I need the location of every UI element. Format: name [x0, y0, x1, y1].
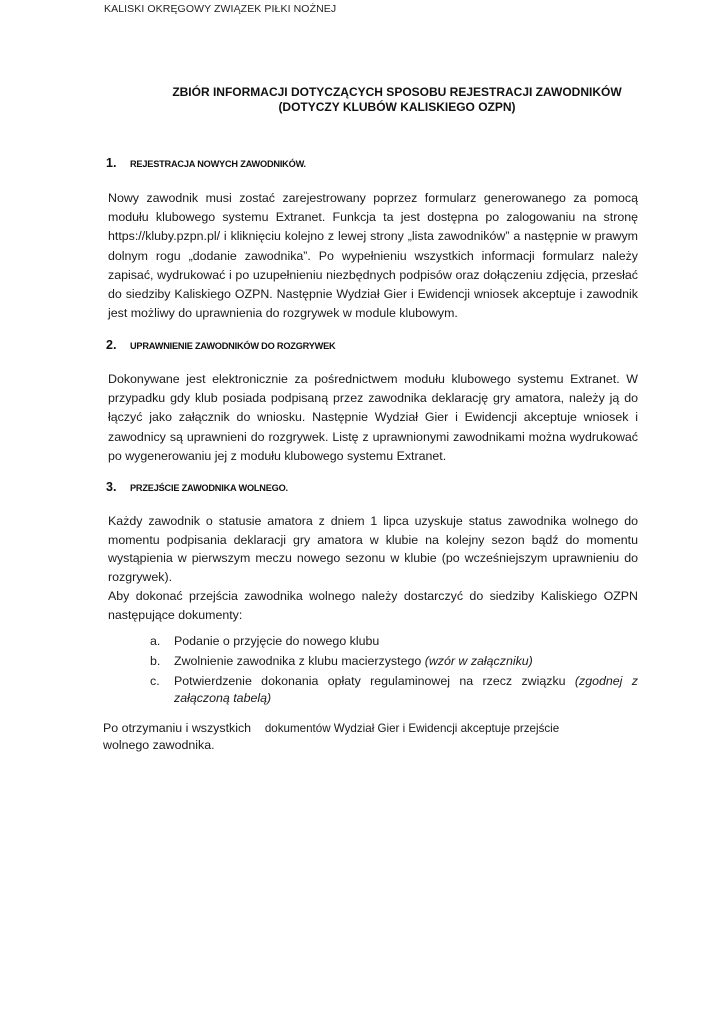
closing-part-1: Po otrzymaniu i wszystkich [103, 721, 252, 735]
section-label: UPRAWNIENIE ZAWODNIKÓW DO ROZGRYWEK [130, 341, 336, 351]
list-letter: a. [150, 634, 161, 648]
section-number: 1. [106, 156, 117, 170]
document-title: ZBIÓR INFORMACJI DOTYCZĄCYCH SPOSOBU REJESTRACJI ZAWODNIKÓW [172, 85, 622, 99]
list-item [150, 673, 638, 707]
section-label: PRZEJŚCIE ZAWODNIKA WOLNEGO. [130, 483, 288, 493]
documents-list [150, 633, 638, 710]
list-note: (zgodnej z załączoną tabelą) [174, 674, 638, 705]
list-item [150, 653, 638, 670]
section-3-text-2: Aby dokonać przejścia zawodnika wolnego należy dostarczyć do siedziby Kaliskiego OZPN następujące dokumenty: [108, 589, 638, 622]
section-2-text: Dokonywane jest elektronicznie za pośrednictwem modułu klubowego systemu Extranet. W przypadku gdy klub posiada podpisaną przez zawodnika deklarację gry amatora, należy ją do łączyć jako załącznik do wniosku. Następnie Wydział Gier i Ewidencji akceptuje wniosek i zawodnicy są uprawnieni do rozgrywek. Listę z uprawnionymi zawodnikami można wydrukować po wygenerowaniu jej z modułu klubowego systemu Extranet. [108, 372, 638, 463]
section-number: 2. [106, 338, 117, 352]
closing-part-3: wolnego zawodnika. [103, 738, 215, 752]
section-3-text: Każdy zawodnik o statusie amatora z dniem 1 lipca uzyskuje status zawodnika wolnego do momentu podpisania deklaracji gry amatora w klubie na kolejny sezon bądź do momentu wystąpienia w pierwszym meczu nowego sezonu w klubie (po wcześniejszym uprawnieniu do rozgrywek). [108, 514, 638, 584]
section-1-text: Nowy zawodnik musi zostać zarejestrowany poprzez formularz generowanego za pomocą modułu klubowego systemu Extranet. Funkcja ta jest dostępna po zalogowaniu na stronę https://kluby.pzpn.pl/ i kliknięciu kolejno z lewej strony „lista zawodników” a następnie w prawym dolnym rogu „dodanie zawodnika”. Po wypełnieniu wszystkich informacji formularz należy zapisać, wydrukować i po uzupełnieniu niezbędnych podpisów oraz dołączeniu zdjęcia, przesłać do siedziby Kaliskiego OZPN. Następnie Wydział Gier i Ewidencji wniosek akceptuje i zawodnik jest możliwy do uprawnienia do rozgrywek w module klubowym. [108, 191, 638, 321]
section-number: 3. [106, 480, 117, 494]
section-label: REJESTRACJA NOWYCH ZAWODNIKÓW. [130, 159, 306, 169]
section-1-heading [106, 156, 306, 170]
list-text-main: Potwierdzenie dokonania opłaty regulaminowej na rzecz związku [174, 674, 566, 688]
document-subtitle: (DOTYCZY KLUBÓW KALISKIEGO OZPN) [278, 100, 516, 114]
list-text [174, 673, 638, 707]
organization-header: KALISKI OKRĘGOWY ZWIĄZEK PIŁKI NOŻNEJ [104, 3, 337, 15]
list-text [174, 653, 638, 670]
list-note: (wzór w załączniku) [424, 654, 533, 668]
list-text: Podanie o przyjęcie do nowego klubu [174, 634, 380, 648]
section-3-heading [106, 480, 288, 494]
list-letter: b. [150, 654, 161, 668]
closing-part-2: dokumentów Wydział Gier i Ewidencji akceptuje przejście [264, 722, 560, 735]
list-item [150, 633, 638, 650]
section-2-heading [106, 338, 336, 352]
list-letter: c. [150, 674, 160, 688]
list-text-main: Zwolnienie zawodnika z klubu macierzystego [174, 654, 422, 668]
closing-text [103, 720, 623, 754]
